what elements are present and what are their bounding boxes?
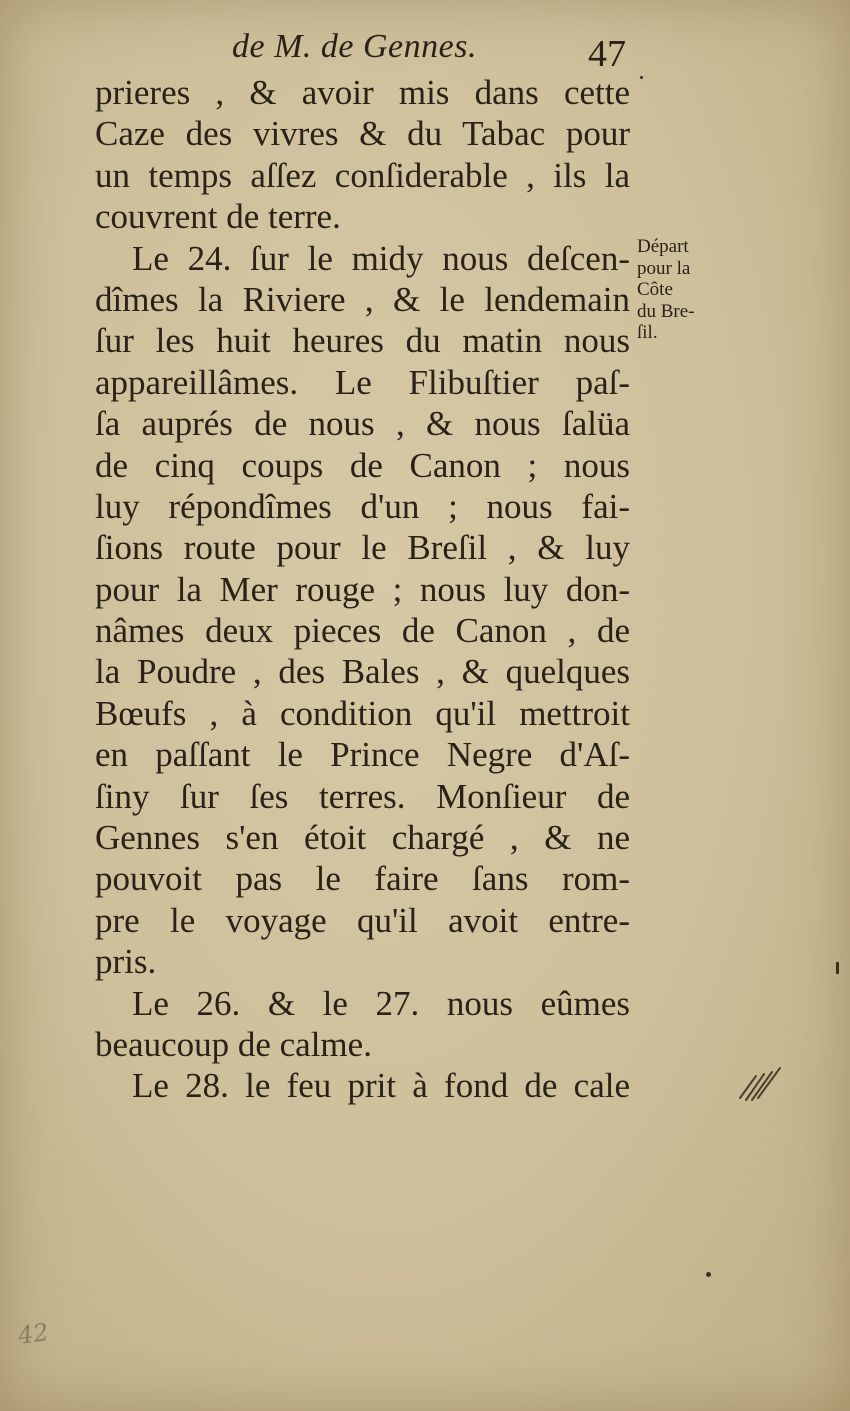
text-line: Caze des vivres & du Tabac pour bbox=[95, 114, 630, 154]
paper-speck bbox=[640, 76, 643, 79]
text-line: la Poudre , des Bales , & quelques bbox=[95, 652, 630, 692]
text-line: appareillâmes. Le Flibuſtier paſ- bbox=[95, 362, 630, 402]
text-line: pouvoit pas le faire ſans rom- bbox=[95, 859, 630, 899]
text-line: pour la Mer rouge ; nous luy don- bbox=[95, 569, 630, 609]
text-line: beaucoup de calme. bbox=[95, 1024, 372, 1064]
margin-note-line: du Bre- bbox=[637, 300, 695, 322]
text-line: couvrent de terre. bbox=[95, 197, 341, 237]
text-line: ſa auprés de nous , & nous ſalüa bbox=[95, 404, 630, 444]
margin-note-line: pour la bbox=[637, 257, 691, 279]
text-line: prieres , & avoir mis dans cette bbox=[95, 73, 630, 112]
text-line: nâmes deux pieces de Canon , de bbox=[95, 611, 630, 651]
text-line: luy répondîmes d'un ; nous fai- bbox=[95, 486, 630, 526]
text-line: ſur les huit heures du matin nous bbox=[95, 321, 630, 361]
margin-note-line: Départ bbox=[637, 236, 689, 257]
text-line: de cinq coups de Canon ; nous bbox=[95, 445, 630, 485]
text-line: pre le voyage qu'il avoit entre- bbox=[95, 900, 630, 940]
running-head: de M. de Gennes. bbox=[232, 28, 477, 65]
text-line: pris. bbox=[95, 942, 157, 982]
text-line: un temps aſſez conſiderable , ils la bbox=[95, 155, 630, 195]
manuscript-page-number: 42 bbox=[16, 1318, 51, 1350]
text-line: en paſſant le Prince Negre d'Aſ- bbox=[95, 735, 630, 775]
margin-note-line: Côte bbox=[637, 279, 673, 300]
page-number: 47 bbox=[588, 33, 626, 75]
ink-scribble-mark bbox=[738, 1062, 784, 1102]
text-line: ſions route pour le Breſil , & luy bbox=[95, 528, 630, 568]
text-line: Gennes s'en étoit chargé , & ne bbox=[95, 818, 630, 858]
paper-speck bbox=[706, 1272, 711, 1277]
paragraph-start-line: Le 24. ſur le midy nous deſcen- bbox=[132, 238, 630, 278]
paragraph-start-line: Le 26. & le 27. nous eûmes bbox=[132, 983, 630, 1023]
body-text bbox=[95, 72, 630, 1107]
text-line: dîmes la Riviere , & le lendemain bbox=[95, 279, 630, 319]
margin-note bbox=[637, 236, 732, 344]
text-line: ſiny ſur ſes terres. Monſieur de bbox=[95, 776, 630, 816]
margin-note-line: ſil. bbox=[637, 322, 658, 343]
paragraph-start-line: Le 28. le feu prit à fond de cale bbox=[132, 1066, 630, 1106]
paper-speck bbox=[836, 962, 839, 974]
text-line: Bœufs , à condition qu'il mettroit bbox=[95, 693, 630, 733]
